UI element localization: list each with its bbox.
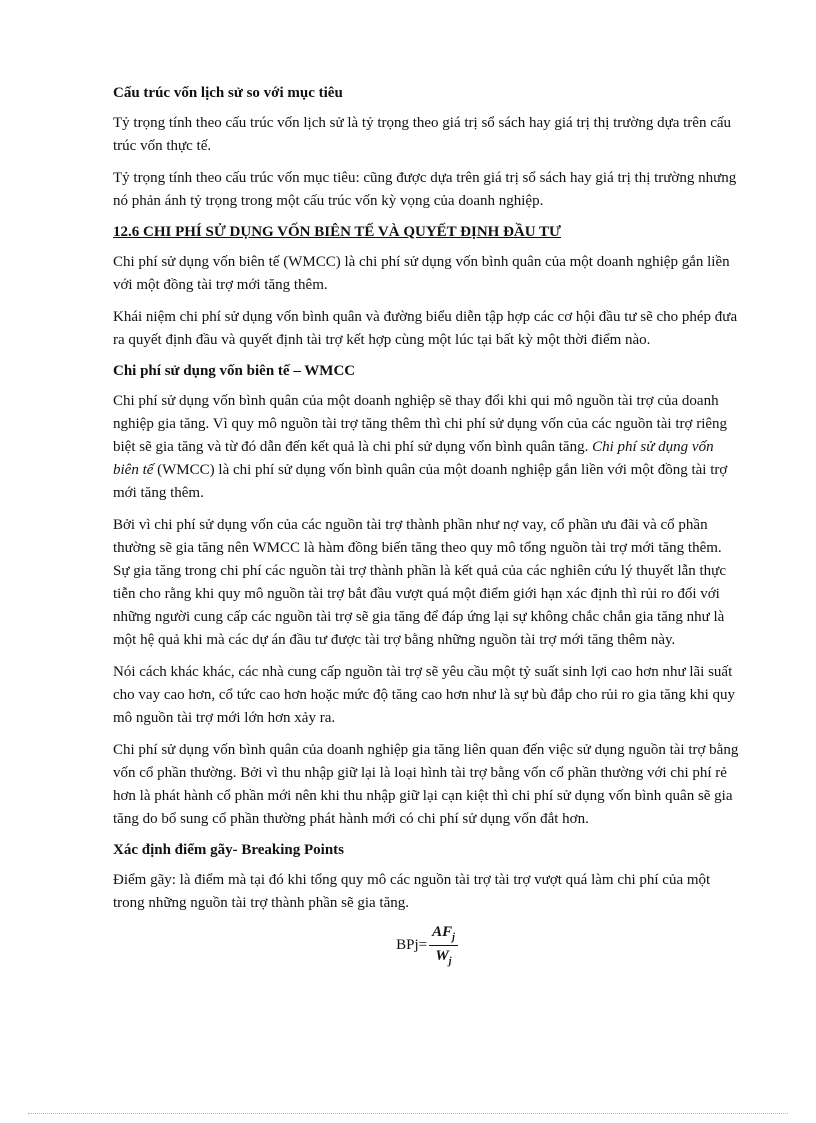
- page-bottom-divider: [28, 1113, 788, 1114]
- formula-numerator: [429, 924, 458, 946]
- formula-fraction: [429, 924, 458, 967]
- paragraph-historical-weights: Tỷ trọng tính theo cấu trúc vốn lịch sử là tỷ trọng theo giá trị sổ sách hay giá trị thị trường dựa trên cấu trúc vốn thực tế.: [113, 115, 732, 154]
- wmcc-term-italic: Chi phí sử dụng vốn biên tế: [113, 439, 714, 478]
- heading-section-12-6: 12.6 CHI PHÍ SỬ DỤNG VỐN BIÊN TẾ VÀ QUYẾT ĐỊNH ĐẦU TƯ: [113, 224, 561, 240]
- heading-wmcc: Chi phí sử dụng vốn biên tế – WMCC: [113, 363, 356, 379]
- paragraph-component-costs: Bởi vì chi phí sử dụng vốn của các nguồn tài trợ thành phần như nợ vay, cổ phần ưu đãi và cổ phần thường sẽ gia tăng nên WMCC là hàm đồng biến tăng theo quy mô tổng nguồn tài trợ mới tăng thêm. Sự gia tăng trong chi phí các nguồn tài trợ thành phần là kết quả của các nghiên cứu lý thuyết lẫn thực tiễn cho rằng khi quy mô nguồn tài trợ bắt đầu vượt quá một điểm giới hạn xác định thì rủi ro đối với những người cung cấp các nguồn tài trợ sẽ gia tăng để đáp ứng lại sự không chắc chắn gia tăng như là một hệ quả khi mà các dự án đầu tư được tài trợ bằng những nguồn tài trợ mới tăng thêm này.: [113, 517, 726, 648]
- formula-denominator-sub: j: [448, 956, 452, 967]
- heading-historical-vs-target: Cấu trúc vốn lịch sử so với mục tiêu: [113, 85, 343, 101]
- paragraph-wmcc-text-b: (WMCC) là chi phí sử dụng vốn bình quân của một doanh nghiệp gắn liền với một đồng tài trợ mới tăng thêm.: [113, 462, 728, 501]
- heading-breaking-points: Xác định điểm gãy- Breaking Points: [113, 842, 344, 858]
- breaking-point-formula: [113, 924, 741, 967]
- formula-lhs: BPj=: [396, 937, 428, 953]
- paragraph-wmcc-explanation: [113, 390, 741, 505]
- paragraph-concept: Khái niệm chi phí sử dụng vốn bình quân và đường biểu diễn tập hợp các cơ hội đầu tư sẽ cho phép đưa ra quyết định đầu và quyết định tài trợ kết hợp cùng một lúc tại bất kỳ một thời điểm nào.: [113, 309, 738, 348]
- formula-denominator: [432, 946, 454, 967]
- paragraph-retained-earnings: Chi phí sử dụng vốn bình quân của doanh nghiệp gia tăng liên quan đến việc sử dụng nguồn tài trợ bằng vốn cổ phần thường. Bởi vì thu nhập giữ lại là loại hình tài trợ bằng vốn cổ phần thường với chi phí rẻ hơn là phát hành cổ phần mới nên khi thu nhập giữ lại cạn kiệt thì chi phí sử dụng vốn bình quân sẽ gia tăng do bổ sung cổ phần thường phát hành mới có chi phí sử dụng vốn đắt hơn.: [113, 742, 739, 827]
- formula-numerator-sub: j: [452, 932, 455, 943]
- paragraph-target-weights: Tỷ trọng tính theo cấu trúc vốn mục tiêu: cũng được dựa trên giá trị sổ sách hay giá trị thị trường nhưng nó phản ánh tỷ trọng trong một cấu trúc vốn kỳ vọng của doanh nghiệp.: [113, 170, 737, 209]
- document-body: [113, 83, 741, 967]
- paragraph-in-other-words: Nói cách khác khác, các nhà cung cấp nguồn tài trợ sẽ yêu cầu một tỷ suất sinh lợi cao hơn như lãi suất cho vay cao hơn, cổ tức cao hơn hoặc mức độ tăng cao hơn như là sự bù đắp cho rủi ro gia tăng khi quy mô nguồn tài trợ mới lớn hơn xảy ra.: [113, 664, 735, 726]
- formula-numerator-main: AF: [432, 924, 453, 940]
- paragraph-wmcc-text-a: Chi phí sử dụng vốn bình quân của một doanh nghiệp sẽ thay đổi khi qui mô nguồn tài trợ của doanh nghiệp gia tăng. Vì quy mô nguồn tài trợ tăng thêm thì chi phí sử dụng vốn của các nguồn tài trợ riêng biệt sẽ gia tăng và từ đó dẫn đến kết quả là chi phí sử dụng vốn bình quân tăng.: [113, 393, 728, 455]
- paragraph-wmcc-definition: Chi phí sử dụng vốn biên tế (WMCC) là chi phí sử dụng vốn bình quân của một doanh nghiệp gắn liền với một đồng tài trợ mới tăng thêm.: [113, 254, 730, 293]
- formula-denominator-main: W: [435, 948, 449, 964]
- paragraph-breaking-point-definition: Điểm gãy: là điểm mà tại đó khi tổng quy mô các nguồn tài trợ tài trợ vượt quá làm chi phí của một trong những nguồn tài trợ thành phần sẽ gia tăng.: [113, 872, 711, 911]
